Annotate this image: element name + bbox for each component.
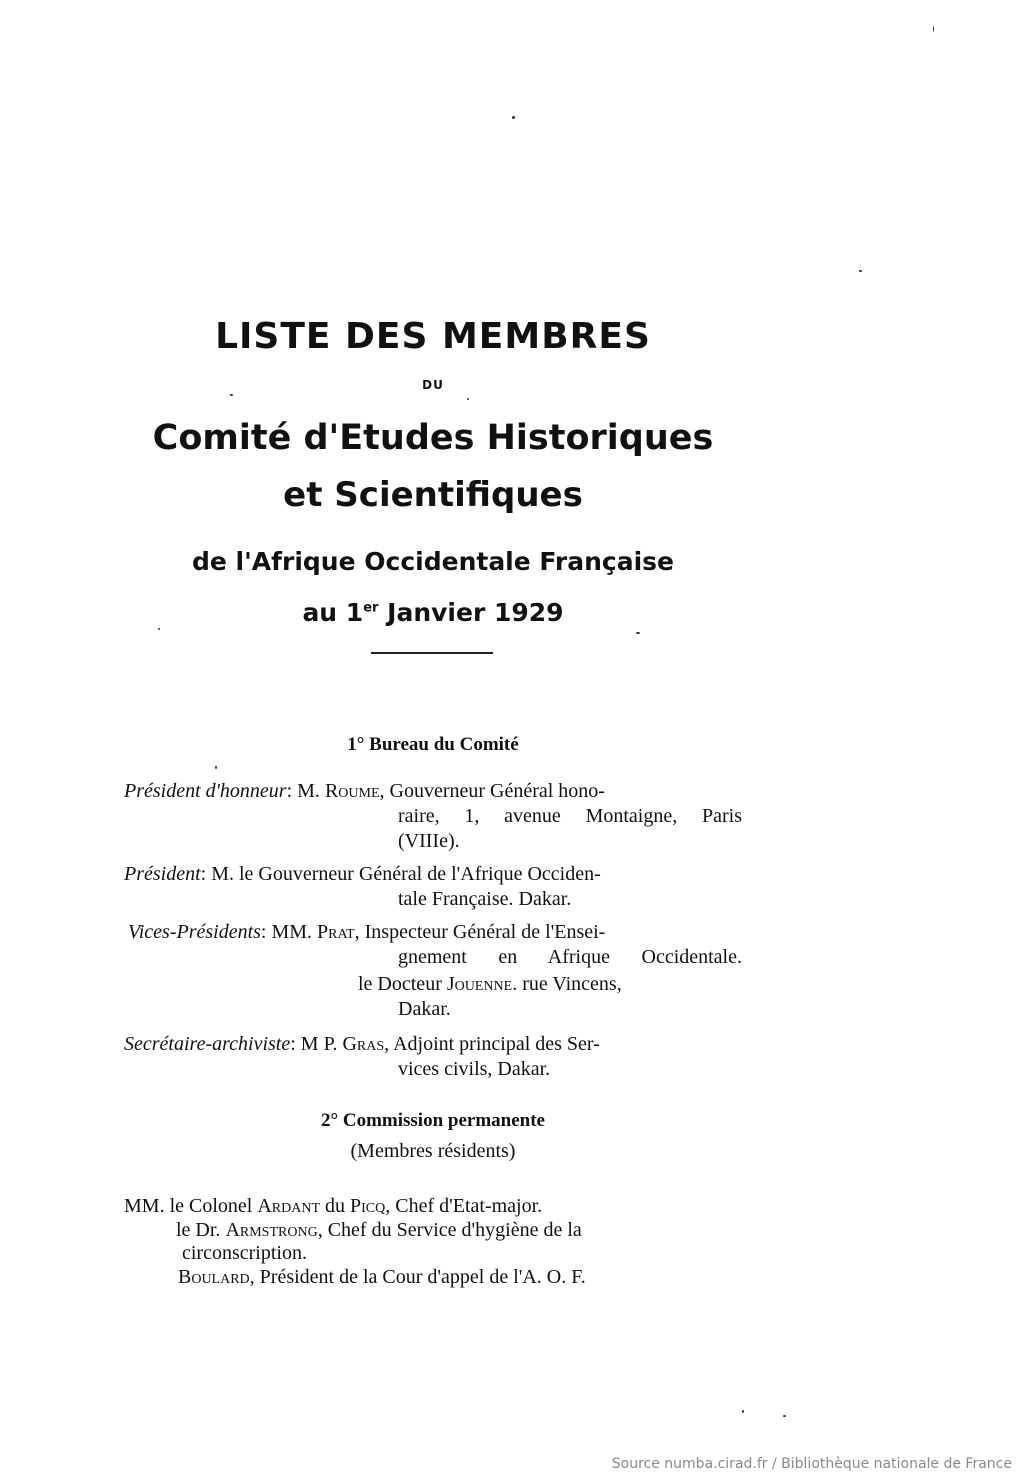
scan-speck <box>859 270 862 272</box>
scan-speck <box>783 1415 786 1417</box>
entry-vice-presidents <box>128 920 742 945</box>
member-line-1 <box>124 1194 542 1219</box>
member-name: Jouenne <box>446 973 513 995</box>
scan-speck <box>158 628 160 630</box>
role-prefix: : M. <box>286 780 325 802</box>
member-prefix: MM. le Colonel <box>124 1195 258 1217</box>
member-line-2 <box>176 1218 742 1243</box>
entry-text-line: vices civils, Dakar. <box>398 1058 551 1080</box>
date-title <box>0 598 866 627</box>
scan-speck <box>230 394 233 396</box>
entry-text: , Gouverneur Général hono- <box>379 780 605 802</box>
date-prefix: au 1 <box>302 598 364 627</box>
member-name: Prat <box>317 921 355 943</box>
entry-text: : M. le Gouverneur Général de l'Afrique Occiden- <box>200 863 601 885</box>
member-text-line: circonscription. <box>182 1242 307 1264</box>
role-label: Vices-Présidents <box>128 921 261 943</box>
scan-speck <box>636 632 640 634</box>
member-text: , Chef d'Etat-major. <box>385 1195 543 1217</box>
member-name: Gras <box>342 1033 385 1055</box>
section-subheading: (Membres résidents) <box>350 1140 516 1162</box>
scan-speck <box>512 116 515 119</box>
section-heading-bureau: 1° Bureau du Comité <box>347 734 519 755</box>
entry-text: , Adjoint principal des Ser- <box>384 1033 600 1055</box>
scan-speck <box>215 766 217 769</box>
member-name: Ardant <box>257 1195 321 1217</box>
date-sup: er <box>363 600 379 616</box>
role-label: Président <box>124 863 201 885</box>
date-suffix: Janvier 1929 <box>378 598 564 627</box>
entry-president <box>124 862 742 887</box>
committee-name: Comité d'Etudes Historiques <box>152 418 714 458</box>
entry-text: , Inspecteur Général de l'Ensei- <box>354 921 606 943</box>
committee-name-cont: et Scientifiques <box>283 475 583 515</box>
role-label: Secrétaire-archiviste <box>124 1033 291 1055</box>
title-du: DU <box>422 378 444 392</box>
role-prefix: : M P. <box>290 1033 343 1055</box>
entry-text-line: tale Française. Dakar. <box>398 888 572 910</box>
entry-text-line: raire, 1, avenue Montaigne, Paris <box>398 805 742 827</box>
scan-speck <box>467 398 469 400</box>
document-title: LISTE DES MEMBRES <box>215 316 651 357</box>
member-name: Armstrong <box>225 1219 318 1241</box>
member-text: , Président de la Cour d'appel de l'A. O. F. <box>249 1266 586 1288</box>
entry-text-line: Dakar. <box>398 998 451 1020</box>
entry-text: . rue Vincens, <box>512 973 622 995</box>
member-mid: du <box>320 1195 351 1217</box>
role-prefix: le Docteur <box>358 973 447 995</box>
member-text: , Chef du Service d'hygiène de la <box>317 1219 582 1241</box>
section-heading-commission: 2° Commission permanente <box>321 1110 545 1131</box>
entry-text-line: (VIIIe). <box>398 830 460 852</box>
member-prefix: le Dr. <box>176 1219 226 1241</box>
scan-speck <box>742 1410 744 1413</box>
divider-rule <box>371 652 493 654</box>
source-attribution: Source numba.cirad.fr / Bibliothèque nationale de France <box>611 1456 1012 1472</box>
entry-secretaire <box>124 1032 742 1057</box>
entry-vice-president-2 <box>358 972 742 997</box>
entry-text-line: gnement en Afrique Occidentale. <box>398 946 742 968</box>
member-name: Picq <box>350 1195 386 1217</box>
member-name: Roume <box>324 780 380 802</box>
entry-president-honneur <box>124 779 742 804</box>
region-title: de l'Afrique Occidentale Française <box>192 547 674 576</box>
member-line-3 <box>178 1265 742 1290</box>
role-prefix: : MM. <box>260 921 318 943</box>
scan-speck <box>933 26 934 32</box>
member-name: Boulard <box>178 1266 250 1288</box>
role-label: Président d'honneur <box>124 780 287 802</box>
